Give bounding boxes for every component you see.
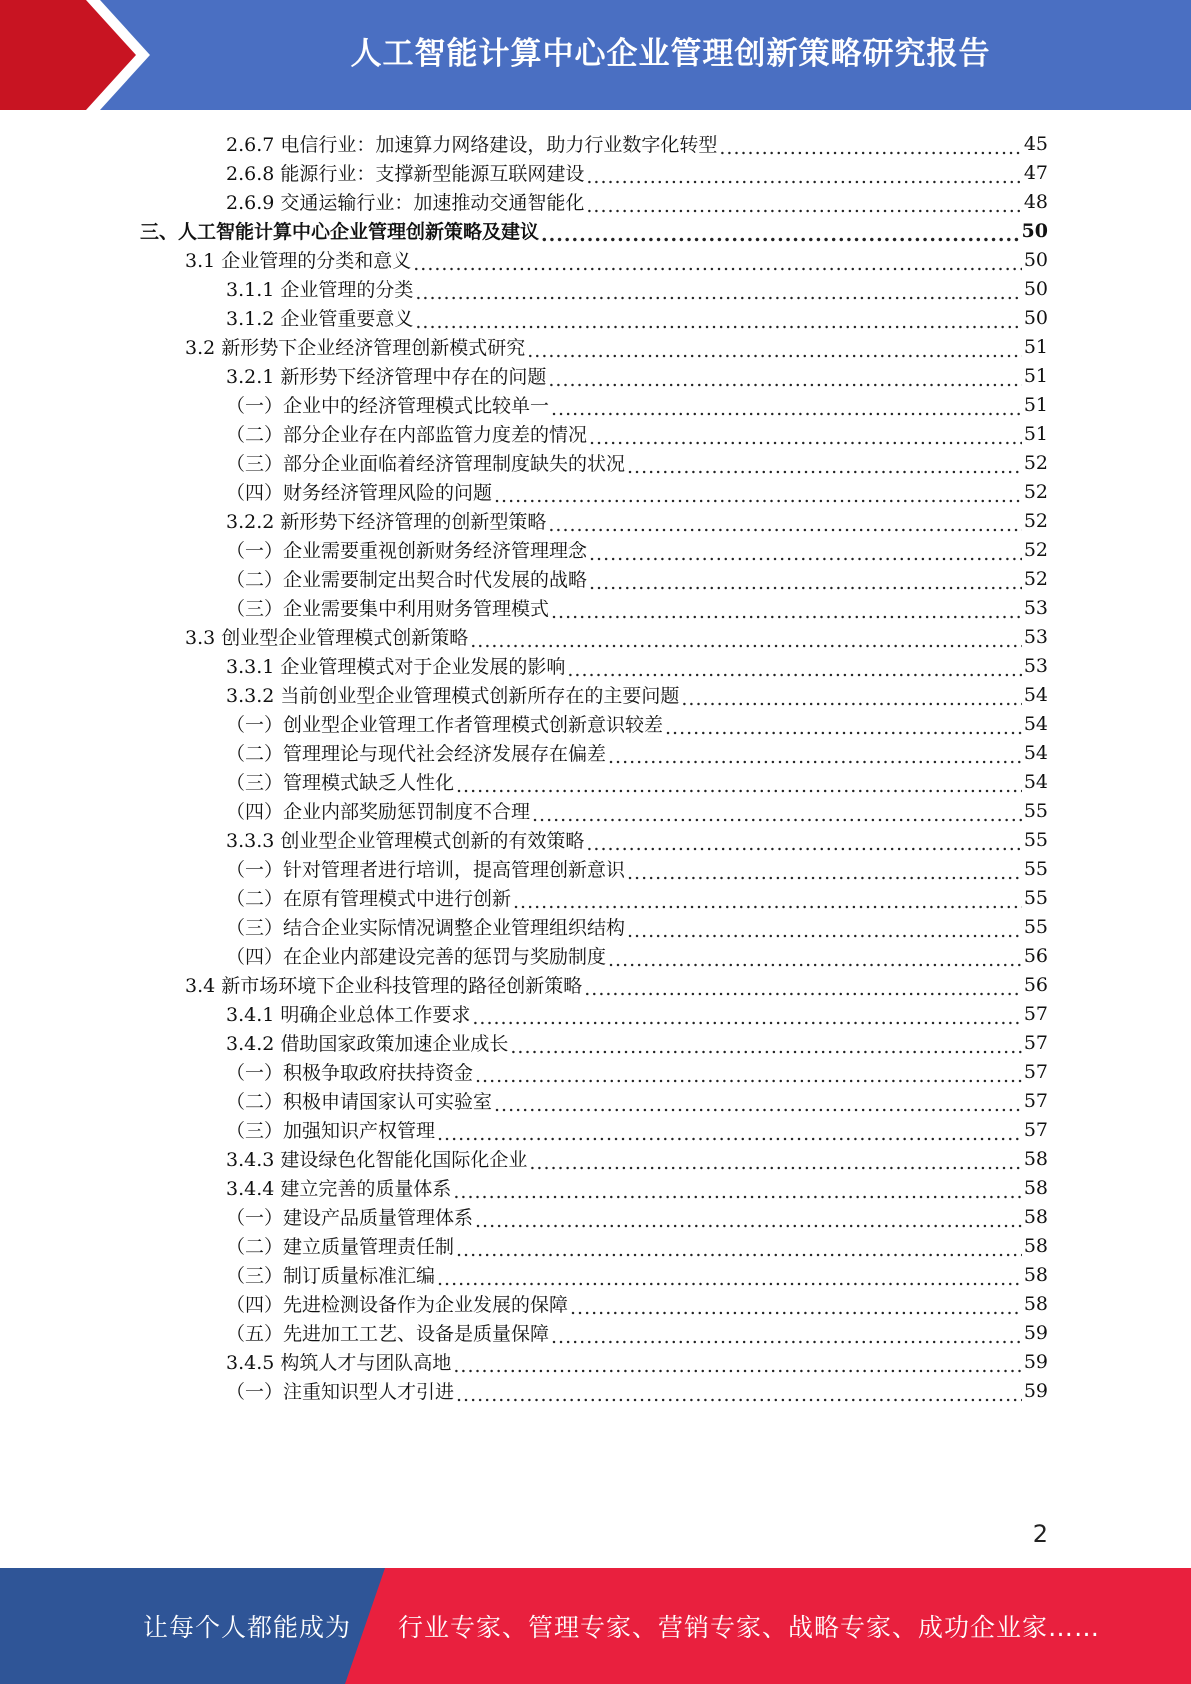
toc-entry[interactable] (226, 824, 1048, 855)
toc-entry-title: （三）制订质量标准汇编 (226, 1265, 436, 1287)
toc-entry-title: 3.1.2 企业管重要意义 (226, 308, 414, 330)
toc-dot-leader (665, 717, 1022, 739)
toc-entry[interactable] (226, 1230, 1048, 1261)
toc-entry-page: 56 (1023, 973, 1048, 996)
toc-dot-leader (437, 1268, 1022, 1290)
toc-entry-title: 3.3.2 当前创业型企业管理模式创新所存在的主要问题 (226, 685, 680, 707)
toc-entry[interactable] (226, 186, 1048, 217)
toc-entry-page: 59 (1023, 1379, 1048, 1402)
toc-entry-page: 57 (1023, 1002, 1048, 1025)
toc-dot-leader (586, 195, 1021, 217)
toc-entry[interactable] (140, 215, 1048, 246)
toc-entry-page: 59 (1023, 1350, 1048, 1373)
toc-entry[interactable] (226, 563, 1048, 594)
toc-dot-leader (608, 746, 1022, 768)
toc-entry-title: 3.1 企业管理的分类和意义 (185, 250, 412, 272)
toc-dot-leader (513, 891, 1022, 913)
toc-entry[interactable] (226, 766, 1048, 797)
toc-entry-page: 52 (1023, 480, 1048, 503)
toc-entry-title: 3.2.1 新形势下经济管理中存在的问题 (226, 366, 547, 388)
toc-entry[interactable] (226, 360, 1048, 391)
toc-entry-title: （二）积极申请国家认可实验室 (226, 1091, 493, 1113)
toc-entry[interactable] (226, 853, 1048, 884)
toc-entry[interactable] (226, 1027, 1048, 1058)
footer-slogan-right: 行业专家、管理专家、营销专家、战略专家、成功企业家…… (398, 1613, 1101, 1642)
toc-entry-page: 47 (1023, 161, 1048, 184)
toc-dot-leader (456, 1384, 1022, 1406)
header-red-arrow-icon (0, 0, 150, 110)
toc-dot-leader (586, 833, 1021, 855)
page-footer (0, 1568, 1191, 1684)
toc-dot-leader (456, 775, 1022, 797)
toc-dot-leader (470, 630, 1022, 652)
toc-dot-leader (494, 1094, 1022, 1116)
toc-entry-page: 58 (1023, 1234, 1048, 1257)
toc-entry-title: 3.4.5 构筑人才与团队高地 (226, 1352, 452, 1374)
toc-entry-title: （一）注重知识型人才引进 (226, 1381, 455, 1403)
toc-entry-title: 3.2.2 新形势下经济管理的创新型策略 (226, 511, 547, 533)
toc-entry-title: 3.3.3 创业型企业管理模式创新的有效策略 (226, 830, 585, 852)
toc-entry-page: 54 (1023, 741, 1048, 764)
toc-dot-leader (551, 1326, 1022, 1348)
toc-entry-page: 53 (1023, 654, 1048, 677)
toc-entry[interactable] (226, 389, 1048, 420)
toc-entry[interactable] (226, 592, 1048, 623)
toc-entry-page: 55 (1023, 915, 1048, 938)
toc-entry-title: （一）积极争取政府扶持资金 (226, 1062, 474, 1084)
toc-entry-title: （二）建立质量管理责任制 (226, 1236, 455, 1258)
toc-entry-page: 57 (1023, 1118, 1048, 1141)
toc-dot-leader (415, 311, 1021, 333)
toc-entry-title: 3.4.3 建设绿色化智能化国际化企业 (226, 1149, 528, 1171)
toc-dot-leader (551, 398, 1022, 420)
toc-entry-page: 57 (1023, 1031, 1048, 1054)
toc-entry-title: （四）财务经济管理风险的问题 (226, 482, 493, 504)
toc-entry-page: 53 (1023, 596, 1048, 619)
toc-entry-title: （一）创业型企业管理工作者管理模式创新意识较差 (226, 714, 664, 736)
toc-entry-title: （一）建设产品质量管理体系 (226, 1207, 474, 1229)
toc-dot-leader (475, 1065, 1022, 1087)
toc-dot-leader (510, 1036, 1021, 1058)
toc-dot-leader (456, 1239, 1022, 1261)
toc-entry[interactable] (226, 273, 1048, 304)
toc-entry-title: 3.3 创业型企业管理模式创新策略 (185, 627, 469, 649)
toc-entry[interactable] (226, 1317, 1048, 1348)
toc-dot-leader (472, 1007, 1021, 1029)
toc-entry-title: 3.3.1 企业管理模式对于企业发展的影响 (226, 656, 566, 678)
toc-entry-title: 3.2 新形势下企业经济管理创新模式研究 (185, 337, 526, 359)
toc-entry-title: 2.6.9 交通运输行业：加速推动交通智能化 (226, 192, 585, 214)
toc-entry-title: 三、人工智能计算中心企业管理创新策略及建议 (140, 221, 540, 243)
toc-entry-page: 55 (1023, 799, 1048, 822)
toc-dot-leader (567, 659, 1021, 681)
toc-entry-page: 50 (1023, 306, 1048, 329)
toc-entry-page: 57 (1023, 1089, 1048, 1112)
toc-entry[interactable] (226, 476, 1048, 507)
toc-entry-page: 52 (1023, 509, 1048, 532)
toc-entry-page: 55 (1023, 828, 1048, 851)
toc-entry-page: 58 (1023, 1205, 1048, 1228)
toc-entry-title: （三）结合企业实际情况调整企业管理组织结构 (226, 917, 626, 939)
toc-entry[interactable] (185, 621, 1048, 652)
toc-entry-page: 58 (1023, 1147, 1048, 1170)
toc-entry-title: 2.6.7 电信行业：加速算力网络建设，助力行业数字化转型 (226, 134, 718, 156)
toc-entry-title: （一）企业中的经济管理模式比较单一 (226, 395, 550, 417)
toc-entry-page: 55 (1023, 886, 1048, 909)
toc-entry[interactable] (226, 534, 1048, 565)
toc-entry-page: 53 (1023, 625, 1048, 648)
toc-dot-leader (453, 1355, 1021, 1377)
toc-entry-page: 57 (1023, 1060, 1048, 1083)
toc-entry-page: 50 (1023, 248, 1048, 271)
toc-entry[interactable] (226, 447, 1048, 478)
toc-entry-page: 58 (1023, 1292, 1048, 1315)
toc-entry-title: （二）部分企业存在内部监管力度差的情况 (226, 424, 588, 446)
toc-entry-title: （四）在企业内部建设完善的惩罚与奖励制度 (226, 946, 607, 968)
toc-entry[interactable] (226, 128, 1048, 159)
toc-dot-leader (413, 253, 1022, 275)
toc-dot-leader (437, 1123, 1022, 1145)
toc-dot-leader (494, 485, 1022, 507)
toc-entry[interactable] (226, 940, 1048, 971)
toc-entry[interactable] (226, 1375, 1048, 1406)
toc-entry[interactable] (226, 1201, 1048, 1232)
toc-entry-title: （三）加强知识产权管理 (226, 1120, 436, 1142)
toc-entry[interactable] (185, 331, 1048, 362)
toc-entry-page: 51 (1023, 335, 1048, 358)
toc-entry-title: 3.4.4 建立完善的质量体系 (226, 1178, 452, 1200)
toc-entry-title: （三）管理模式缺乏人性化 (226, 772, 455, 794)
page-number: 2 (1032, 1520, 1048, 1548)
toc-dot-leader (548, 514, 1021, 536)
toc-entry[interactable] (226, 157, 1048, 188)
toc-dot-leader (570, 1297, 1022, 1319)
toc-entry-page: 48 (1023, 190, 1048, 213)
toc-dot-leader (589, 543, 1022, 565)
toc-dot-leader (584, 978, 1022, 1000)
toc-entry-page: 45 (1023, 132, 1048, 155)
toc-dot-leader (453, 1181, 1021, 1203)
toc-dot-leader (627, 456, 1022, 478)
toc-entry-title: 2.6.8 能源行业：支撑新型能源互联网建设 (226, 163, 585, 185)
toc-entry[interactable] (226, 505, 1048, 536)
toc-entry-page: 54 (1023, 770, 1048, 793)
toc-dot-leader (551, 601, 1022, 623)
document-title: 人工智能计算中心企业管理创新策略研究报告 (350, 35, 991, 72)
toc-entry[interactable] (226, 1114, 1048, 1145)
toc-entry-title: （二）在原有管理模式中进行创新 (226, 888, 512, 910)
toc-entry-title: （三）部分企业面临着经济管理制度缺失的状况 (226, 453, 626, 475)
toc-entry-page: 51 (1023, 422, 1048, 445)
toc-entry-page: 50 (1021, 219, 1048, 242)
toc-entry-title: 3.4 新市场环境下企业科技管理的路径创新策略 (185, 975, 583, 997)
toc-dot-leader (719, 137, 1021, 159)
toc-entry-page: 54 (1023, 712, 1048, 735)
toc-dot-leader (681, 688, 1021, 710)
toc-entry[interactable] (226, 737, 1048, 768)
toc-entry-page: 52 (1023, 538, 1048, 561)
toc-dot-leader (415, 282, 1021, 304)
toc-entry[interactable] (226, 795, 1048, 826)
toc-entry[interactable] (226, 1288, 1048, 1319)
toc-dot-leader (627, 920, 1022, 942)
toc-dot-leader (589, 427, 1022, 449)
toc-dot-leader (586, 166, 1021, 188)
toc-dot-leader (627, 862, 1022, 884)
toc-entry-title: 3.4.1 明确企业总体工作要求 (226, 1004, 471, 1026)
toc-entry[interactable] (226, 708, 1048, 739)
toc-entry[interactable] (226, 1143, 1048, 1174)
toc-entry[interactable] (226, 302, 1048, 333)
toc-entry-title: （三）企业需要集中利用财务管理模式 (226, 598, 550, 620)
toc-entry-title: （一）企业需要重视创新财务经济管理理念 (226, 540, 588, 562)
toc-entry-page: 50 (1023, 277, 1048, 300)
toc-entry-title: （一）针对管理者进行培训，提高管理创新意识 (226, 859, 626, 881)
toc-dot-leader (475, 1210, 1022, 1232)
toc-entry[interactable] (226, 1085, 1048, 1116)
toc-dot-leader (589, 572, 1022, 594)
toc-entry-title: （四）企业内部奖励惩罚制度不合理 (226, 801, 531, 823)
toc-entry[interactable] (226, 1259, 1048, 1290)
toc-entry-page: 52 (1023, 567, 1048, 590)
toc-entry-page: 51 (1023, 393, 1048, 416)
toc-entry[interactable] (226, 1056, 1048, 1087)
page-header (0, 0, 1191, 110)
toc-entry-page: 51 (1023, 364, 1048, 387)
toc-dot-leader (529, 1152, 1021, 1174)
toc-dot-leader (527, 340, 1022, 362)
footer-slogan-left: 让每个人都能成为 (143, 1613, 352, 1642)
toc-entry-page: 54 (1023, 683, 1048, 706)
toc-entry[interactable] (226, 650, 1048, 681)
toc-entry[interactable] (226, 1346, 1048, 1377)
toc-entry-title: 3.4.2 借助国家政策加速企业成长 (226, 1033, 509, 1055)
toc-entry[interactable] (226, 911, 1048, 942)
toc-dot-leader (541, 224, 1020, 246)
toc-dot-leader (608, 949, 1022, 971)
toc-entry[interactable] (185, 244, 1048, 275)
toc-entry-title: （二）管理理论与现代社会经济发展存在偏差 (226, 743, 607, 765)
toc-entry-title: （四）先进检测设备作为企业发展的保障 (226, 1294, 569, 1316)
toc-entry-page: 55 (1023, 857, 1048, 880)
toc-entry-page: 58 (1023, 1176, 1048, 1199)
toc-entry[interactable] (226, 998, 1048, 1029)
toc-entry[interactable] (226, 679, 1048, 710)
toc-entry-title: 3.1.1 企业管理的分类 (226, 279, 414, 301)
toc-entry-page: 52 (1023, 451, 1048, 474)
toc-dot-leader (532, 804, 1022, 826)
toc-entry-title: （五）先进加工工艺、设备是质量保障 (226, 1323, 550, 1345)
toc-entry-page: 58 (1023, 1263, 1048, 1286)
toc-dot-leader (548, 369, 1021, 391)
toc-entry[interactable] (185, 969, 1048, 1000)
toc-entry[interactable] (226, 1172, 1048, 1203)
toc-entry[interactable] (226, 418, 1048, 449)
toc-entry-page: 59 (1023, 1321, 1048, 1344)
toc-entry-title: （二）企业需要制定出契合时代发展的战略 (226, 569, 588, 591)
toc-entry-page: 56 (1023, 944, 1048, 967)
toc-entry[interactable] (226, 882, 1048, 913)
